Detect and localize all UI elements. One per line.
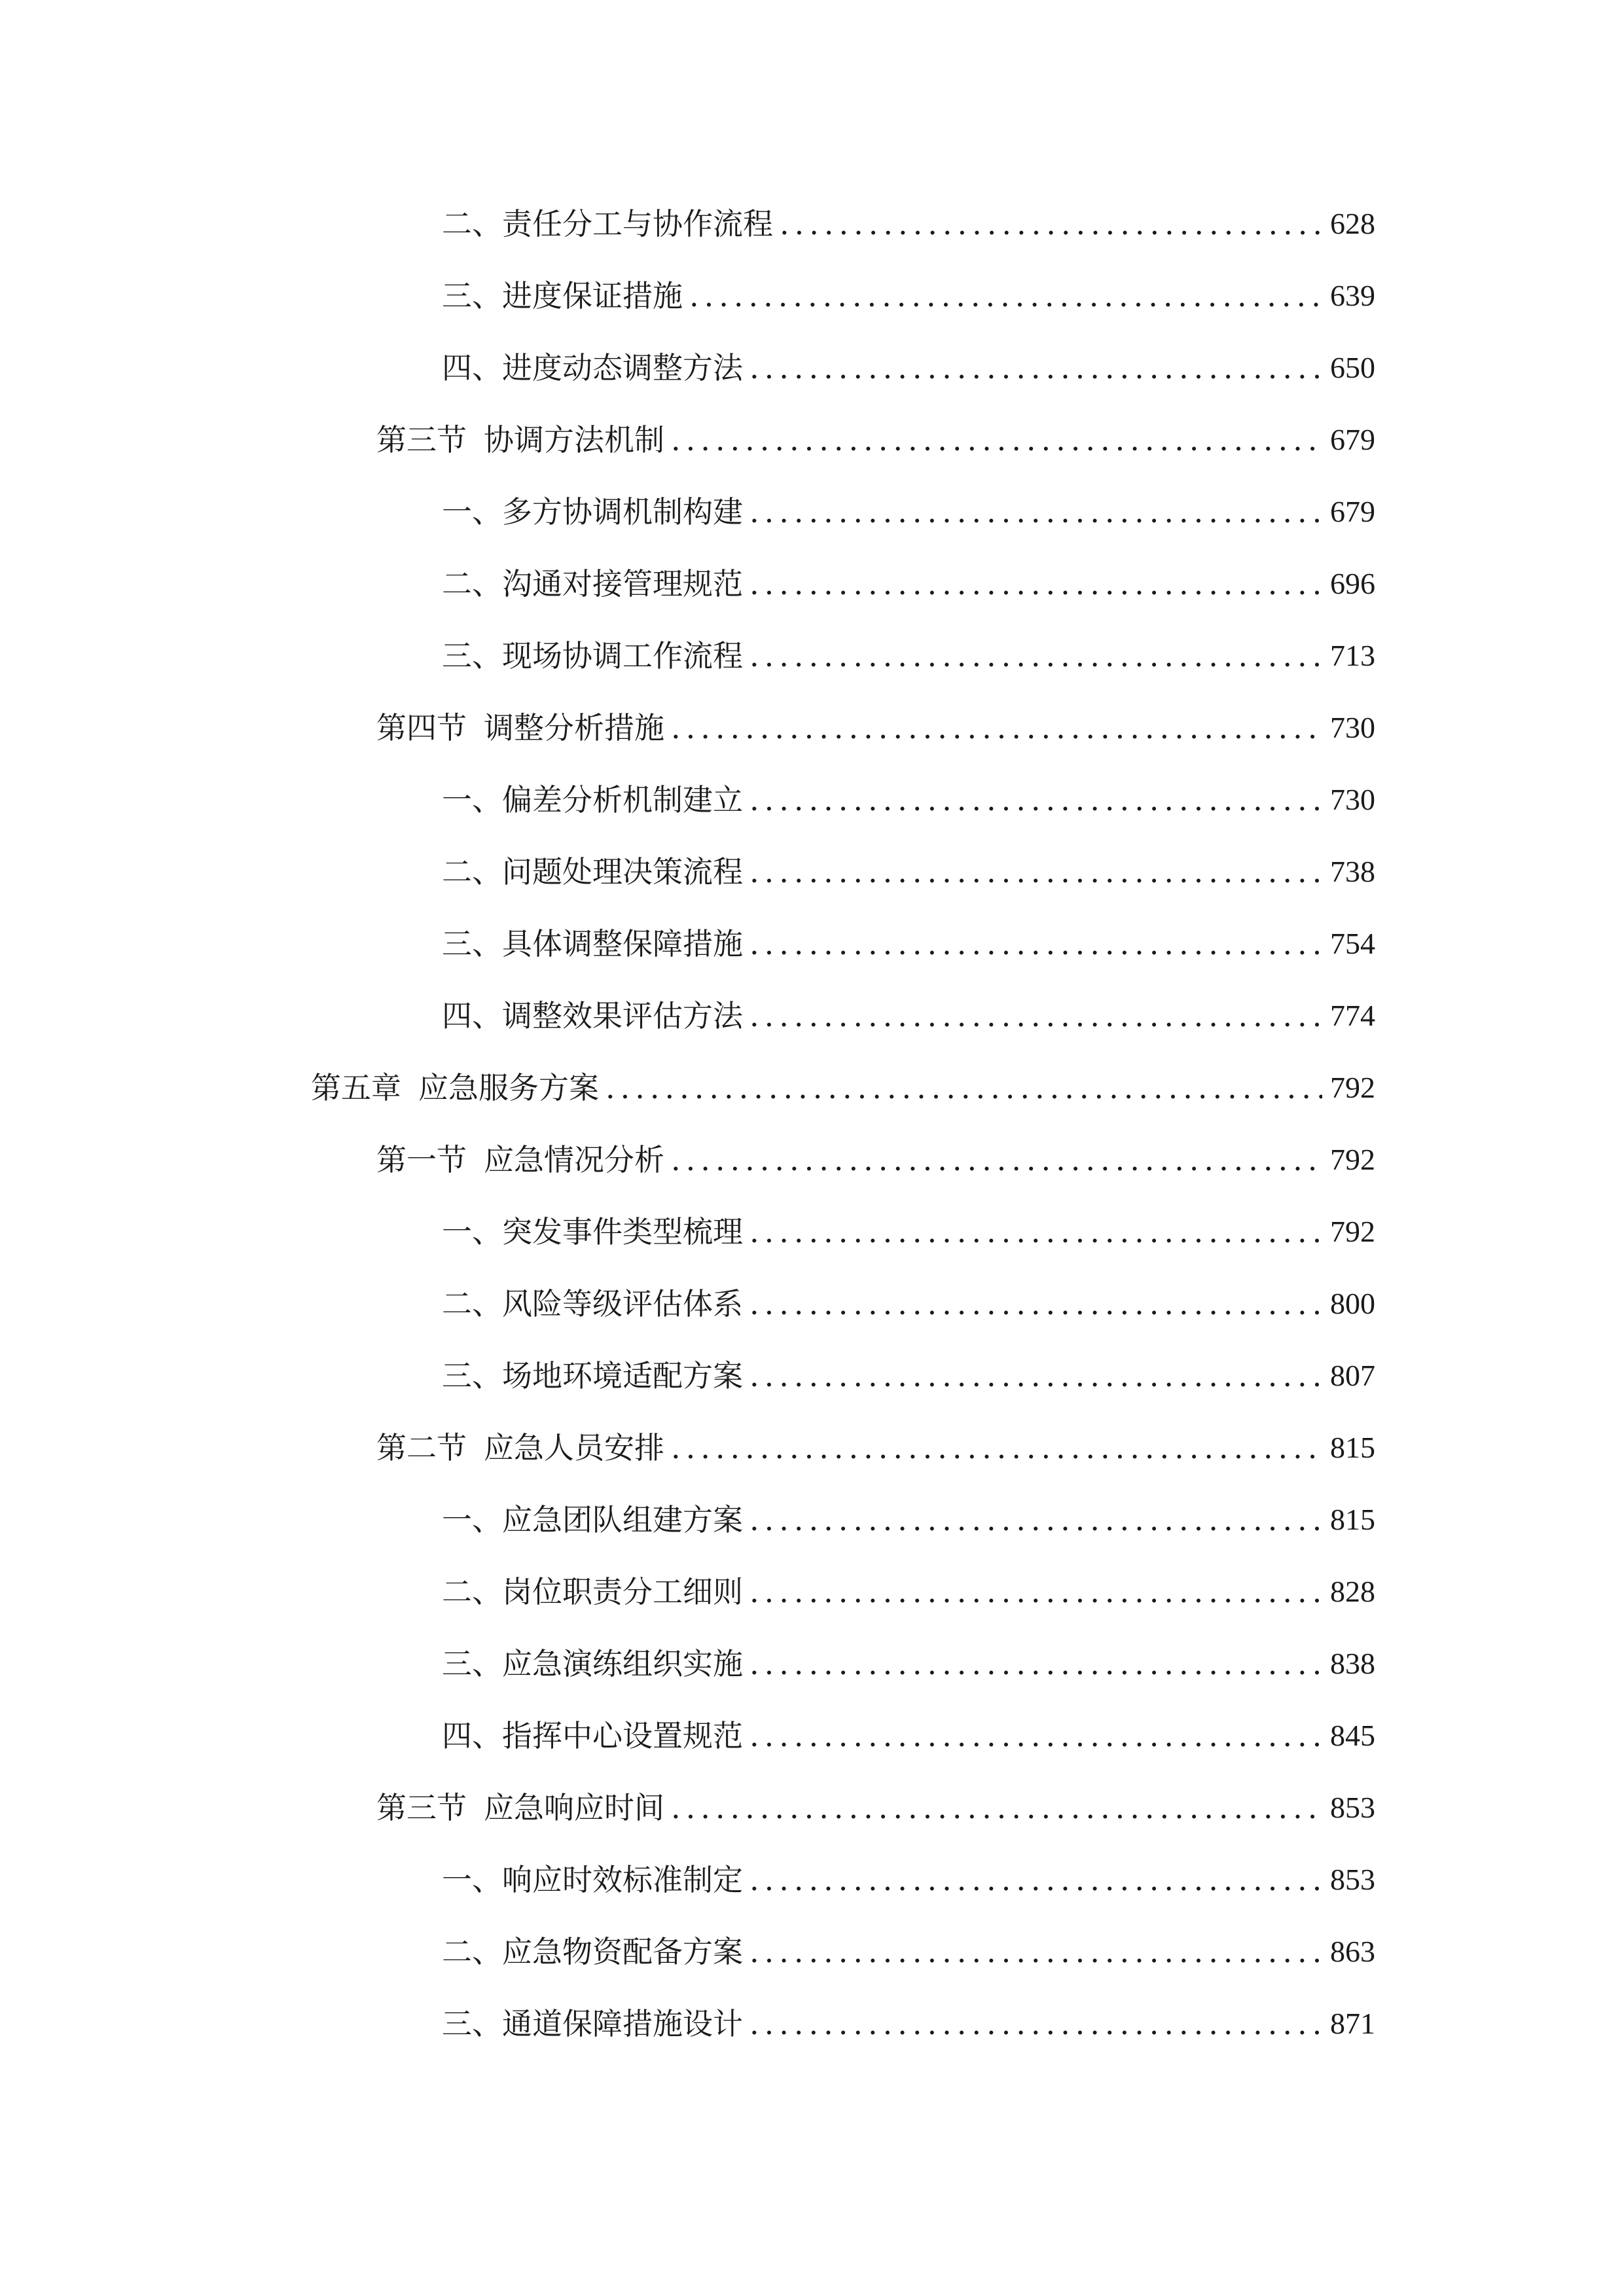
toc-entry-page: 792 [1330,1071,1375,1104]
toc-entry-title: 应急团队组建方案 [502,1502,743,1537]
toc-entry[interactable] [0,1772,1624,1844]
toc-entry-page: 639 [1330,279,1375,312]
toc-entry-title: 应急情况分析 [484,1142,664,1177]
toc-entry-title: 岗位职责分工细则 [502,1574,743,1609]
toc-entry[interactable] [0,548,1624,620]
toc-entry-title: 应急人员安排 [484,1430,664,1465]
toc-entry-number: 第五章 [311,1070,401,1105]
toc-entry-number: 第二节 [376,1430,467,1465]
dot-leader [749,1844,1322,1916]
toc-entry[interactable] [0,1268,1624,1340]
toc-entry[interactable] [0,692,1624,764]
dot-leader [605,1052,1322,1124]
dot-leader [749,332,1322,404]
toc-entry-number: 二、 [442,206,502,242]
toc-entry[interactable] [0,980,1624,1052]
toc-entry-title: 突发事件类型梳理 [502,1214,743,1249]
toc-entry[interactable] [0,1628,1624,1700]
toc-entry-number: 二、 [442,1286,502,1321]
dot-leader [749,1484,1322,1556]
toc-entry-page: 679 [1330,423,1375,456]
toc-entry-number: 三、 [442,638,502,673]
toc-entry-page: 730 [1330,711,1375,744]
toc-entry-title: 指挥中心设置规范 [502,1718,743,1753]
toc-entry-title: 问题处理决策流程 [502,854,743,889]
toc-entry-number: 三、 [442,1646,502,1681]
toc-entry[interactable] [0,1052,1624,1124]
dot-leader [749,1556,1322,1628]
toc-entry[interactable] [0,1484,1624,1556]
toc-entry-number: 第三节 [376,1790,467,1825]
toc-entry-page: 800 [1330,1287,1375,1320]
toc-entry-page: 838 [1330,1647,1375,1680]
toc-entry-number: 一、 [442,782,502,817]
toc-entry-title: 调整效果评估方法 [502,998,743,1033]
toc-entry-page: 696 [1330,567,1375,600]
toc-entry-page: 713 [1330,639,1375,672]
dot-leader [671,404,1322,476]
toc-entry[interactable] [0,908,1624,980]
toc-entry[interactable] [0,332,1624,404]
toc-entry-page: 792 [1330,1215,1375,1248]
dot-leader [749,980,1322,1052]
toc-entry[interactable] [0,260,1624,332]
toc-entry-number: 第一节 [376,1142,467,1177]
toc-entry[interactable] [0,1988,1624,2060]
toc-entry[interactable] [0,1556,1624,1628]
toc-entry-title: 应急物资配备方案 [502,1934,743,1969]
toc-entry-title: 场地环境适配方案 [502,1358,743,1393]
toc-entry-number: 三、 [442,1358,502,1393]
toc-entry-number: 一、 [442,1862,502,1897]
toc-entry-title: 沟通对接管理规范 [502,566,743,601]
dot-leader [671,1772,1322,1844]
toc-entry[interactable] [0,1196,1624,1268]
toc-entry-number: 二、 [442,1574,502,1609]
toc-entry-title: 应急演练组织实施 [502,1646,743,1681]
dot-leader [671,692,1322,764]
toc-entry-title: 通道保障措施设计 [502,2006,743,2041]
toc-entry-title: 进度保证措施 [502,278,683,314]
toc-entry-number: 一、 [442,494,502,529]
toc-entry[interactable] [0,836,1624,908]
toc-entry-title: 偏差分析机制建立 [502,782,743,817]
toc-entry[interactable] [0,764,1624,836]
toc-entry-number: 二、 [442,566,502,601]
toc-entry[interactable] [0,620,1624,692]
dot-leader [749,1988,1322,2060]
toc-entry-number: 第四节 [376,710,467,745]
toc-entry-page: 845 [1330,1719,1375,1752]
dot-leader [749,908,1322,980]
toc-entry[interactable] [0,1124,1624,1196]
dot-leader [749,620,1322,692]
toc-entry-number: 第三节 [376,422,467,457]
dot-leader [749,476,1322,548]
toc-entry-number: 一、 [442,1214,502,1249]
toc-entry-page: 853 [1330,1863,1375,1896]
toc-entry[interactable] [0,1700,1624,1772]
toc-entry-page: 863 [1330,1935,1375,1968]
toc-entry-number: 三、 [442,926,502,961]
toc-entry-title: 协调方法机制 [484,422,664,457]
dot-leader [671,1412,1322,1484]
toc-entry-page: 730 [1330,783,1375,816]
dot-leader [749,1268,1322,1340]
toc-entry-number: 四、 [442,350,502,386]
dot-leader [749,1196,1322,1268]
toc-entry-page: 679 [1330,495,1375,528]
dot-leader [749,764,1322,836]
toc-entry[interactable] [0,476,1624,548]
toc-entry-title: 调整分析措施 [484,710,664,745]
toc-entry-page: 774 [1330,999,1375,1032]
toc-entry-page: 853 [1330,1791,1375,1824]
toc-entry-title: 多方协调机制构建 [502,494,743,529]
toc-entry-page: 792 [1330,1143,1375,1176]
toc-entry-title: 应急响应时间 [484,1790,664,1825]
toc-entry-number: 四、 [442,998,502,1033]
toc-entry[interactable] [0,1412,1624,1484]
toc-entry-page: 628 [1330,207,1375,240]
dot-leader [749,1700,1322,1772]
toc-entry-number: 三、 [442,278,502,314]
toc-entry-page: 871 [1330,2007,1375,2040]
toc-entry-page: 815 [1330,1431,1375,1464]
toc-entry-page: 807 [1330,1359,1375,1392]
table-of-contents [0,188,1624,2060]
dot-leader [749,1628,1322,1700]
toc-entry[interactable] [0,404,1624,476]
toc-entry[interactable] [0,1916,1624,1988]
toc-entry-number: 二、 [442,1934,502,1969]
toc-entry-title: 现场协调工作流程 [502,638,743,673]
toc-entry-title: 具体调整保障措施 [502,926,743,961]
dot-leader [749,836,1322,908]
toc-entry[interactable] [0,188,1624,260]
toc-entry-title: 应急服务方案 [418,1070,599,1105]
toc-entry-page: 815 [1330,1503,1375,1536]
toc-entry-page: 828 [1330,1575,1375,1608]
dot-leader [671,1124,1322,1196]
dot-leader [749,1916,1322,1988]
toc-entry[interactable] [0,1844,1624,1916]
dot-leader [749,1340,1322,1412]
toc-entry-page: 650 [1330,351,1375,384]
toc-entry[interactable] [0,1340,1624,1412]
toc-entry-number: 四、 [442,1718,502,1753]
toc-entry-title: 责任分工与协作流程 [502,206,773,242]
dot-leader [689,260,1322,332]
toc-entry-number: 一、 [442,1502,502,1537]
toc-entry-page: 738 [1330,855,1375,888]
toc-entry-title: 风险等级评估体系 [502,1286,743,1321]
toc-entry-number: 三、 [442,2006,502,2041]
dot-leader [749,548,1322,620]
toc-entry-page: 754 [1330,927,1375,960]
toc-entry-title: 响应时效标准制定 [502,1862,743,1897]
toc-entry-number: 二、 [442,854,502,889]
toc-entry-title: 进度动态调整方法 [502,350,743,386]
dot-leader [780,188,1322,260]
